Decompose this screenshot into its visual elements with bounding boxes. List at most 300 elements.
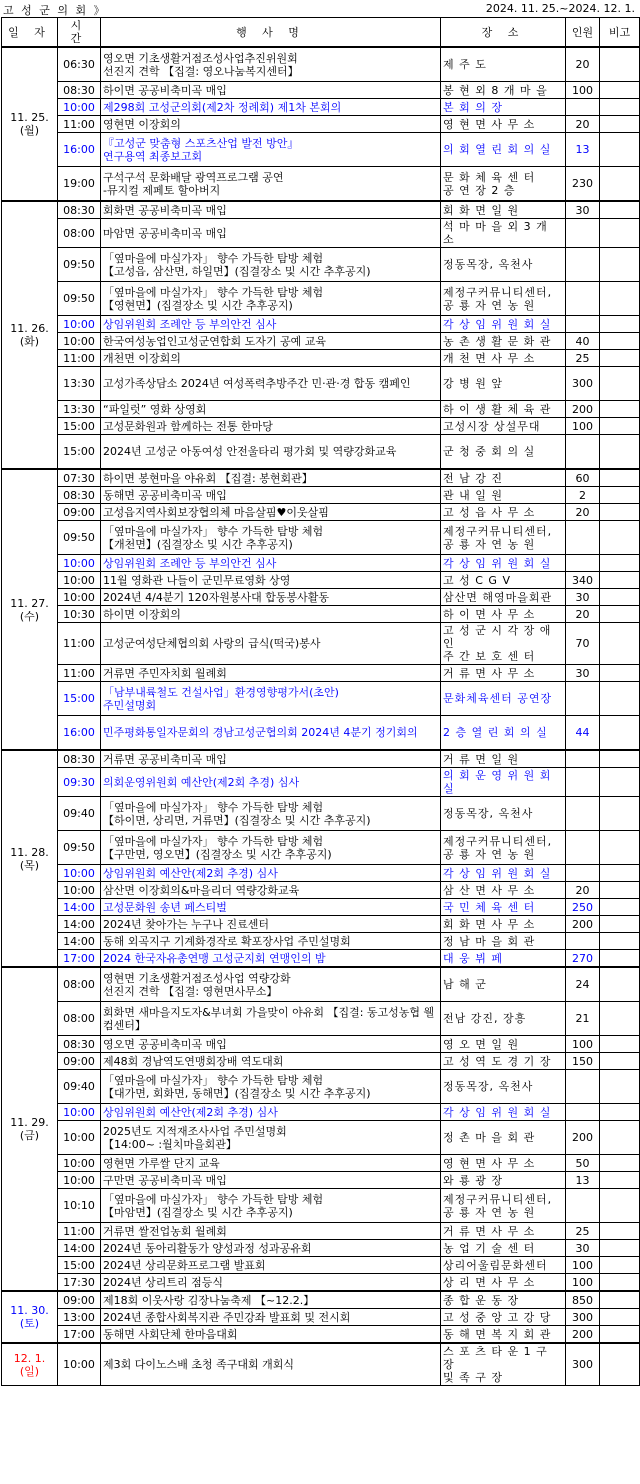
event-cell: 상임위원회 조례안 등 부의안건 심사 [101,316,441,333]
table-row [2,99,640,116]
day-group [2,967,640,1291]
time-cell: 16:00 [58,716,101,751]
table-row [2,1036,640,1053]
count-cell: 100 [566,1274,600,1292]
event-cell: 민주평화통일자문회의 경남고성군협의회 2024년 4분기 정기회의 [101,716,441,751]
event-cell: 구만면 공공비축미곡 매입 [101,1172,441,1189]
place-cell: 각 상 임 위 원 회 실 [441,555,566,572]
count-cell: 25 [566,1223,600,1240]
place-cell: 문화체육센터 공연장 [441,682,566,716]
place-cell: 고 성 C G V [441,572,566,589]
table-row [2,1274,640,1292]
event-cell: 영현면 기초생활거점조성사업 역량강화 선진지 견학 【집결: 영현면사무소】 [101,967,441,1002]
note-cell [600,933,640,950]
time-cell: 14:00 [58,1240,101,1257]
event-cell: 「옆마을에 마실가자」 향수 가득한 탐방 체험 【하이면, 상리면, 거류면】(집결장소 및 시간 추후공지) [101,797,441,831]
table-row [2,882,640,899]
event-cell: 「옆마을에 마실가자」 향수 가득한 탐방 체험 【영현면】(집결장소 및 시간 추후공지) [101,282,441,316]
time-cell: 08:30 [58,750,101,768]
table-row [2,1053,640,1070]
place-cell: 관 내 일 원 [441,487,566,504]
count-cell [566,768,600,797]
place-cell: 회 화 면 일 원 [441,201,566,219]
event-cell: 영오면 기초생활거점조성사업추진위원회 선진지 견학 【집결: 영오나눔복지센터】 [101,47,441,82]
table-row [2,1002,640,1036]
time-cell: 11:00 [58,116,101,133]
count-cell: 21 [566,1002,600,1036]
place-cell: 농 촌 생 활 문 화 관 [441,333,566,350]
place-cell: 군 청 중 회 의 실 [441,435,566,470]
place-cell: 거 류 면 일 원 [441,750,566,768]
place-cell: 문 화 체 육 센 터 공 연 장 2 층 [441,167,566,202]
col-place: 장 소 [441,18,566,48]
event-cell: 거류면 주민자치회 월례회 [101,665,441,682]
time-cell: 11:00 [58,350,101,367]
count-cell: 24 [566,967,600,1002]
date-cell: 11. 29. (금) [2,967,58,1291]
place-cell: 제 주 도 [441,47,566,82]
count-cell: 30 [566,1240,600,1257]
event-cell: 영오면 공공비축미곡 매입 [101,1036,441,1053]
place-cell: 제정구커뮤니티센터, 공 룡 자 연 농 원 [441,282,566,316]
date-cell: 11. 26. (화) [2,201,58,469]
table-row [2,916,640,933]
table-row [2,682,640,716]
place-cell: 상 리 면 사 무 소 [441,1274,566,1292]
count-cell: 44 [566,716,600,751]
time-cell: 14:00 [58,916,101,933]
place-cell: 회 화 면 사 무 소 [441,916,566,933]
count-cell [566,435,600,470]
note-cell [600,1309,640,1326]
time-cell: 13:30 [58,367,101,401]
count-cell: 60 [566,469,600,487]
table-row [2,469,640,487]
event-cell: 「옆마을에 마실가자」 향수 가득한 탐방 체험 【구만면, 영오면】(집결장소 및 시간 추후공지) [101,831,441,865]
note-cell [600,1036,640,1053]
col-event: 행 사 명 [101,18,441,48]
note-cell [600,831,640,865]
table-row [2,316,640,333]
table-row [2,831,640,865]
count-cell: 230 [566,167,600,202]
place-cell: 고 성 읍 사 무 소 [441,504,566,521]
count-cell: 300 [566,1309,600,1326]
note-cell [600,967,640,1002]
count-cell: 270 [566,950,600,968]
count-cell [566,831,600,865]
event-cell: 2024년 찾아가는 누구나 진료센터 [101,916,441,933]
count-cell: 70 [566,623,600,665]
table-row [2,589,640,606]
place-cell: 각 상 임 위 원 회 실 [441,316,566,333]
table-row [2,47,640,82]
place-cell: 정동목장, 옥천사 [441,248,566,282]
time-cell: 06:30 [58,47,101,82]
place-cell: 고 성 군 시 각 장 애 인 주 간 보 호 센 터 [441,623,566,665]
place-cell: 고성시장 상설무대 [441,418,566,435]
event-cell: 2024년 상리문화프로그램 발표회 [101,1257,441,1274]
time-cell: 08:30 [58,487,101,504]
table-row [2,1104,640,1121]
time-cell: 15:00 [58,682,101,716]
place-cell: 의 회 운 영 위 원 회 실 [441,768,566,797]
event-cell: 거류면 공공비축미곡 매입 [101,750,441,768]
day-group [2,201,640,469]
event-cell: 상임위원회 조례안 등 부의안건 심사 [101,555,441,572]
note-cell [600,435,640,470]
day-group [2,47,640,201]
table-row [2,933,640,950]
count-cell [566,1189,600,1223]
time-cell: 09:00 [58,1053,101,1070]
count-cell: 50 [566,1155,600,1172]
place-cell: 영 오 면 일 원 [441,1036,566,1053]
note-cell [600,99,640,116]
count-cell: 300 [566,1343,600,1386]
note-cell [600,350,640,367]
time-cell: 14:00 [58,899,101,916]
time-cell: 10:00 [58,316,101,333]
event-cell: 의회운영위원회 예산안(제2회 추경) 심사 [101,768,441,797]
count-cell [566,248,600,282]
time-cell: 10:00 [58,865,101,882]
event-cell: 거류면 쌀전업농회 월례회 [101,1223,441,1240]
time-cell: 09:00 [58,1291,101,1309]
table-row [2,1070,640,1104]
place-cell: 거 류 면 사 무 소 [441,1223,566,1240]
note-cell [600,47,640,82]
event-cell: 삼산면 이장회의&마을리더 역량강화교육 [101,882,441,899]
count-cell: 20 [566,47,600,82]
col-time: 시 간 [58,18,101,48]
event-cell: 구석구석 문화배달 광역프로그램 공연 -뮤지컬 제페토 할아버지 [101,167,441,202]
count-cell [566,750,600,768]
place-cell: 농 업 기 술 센 터 [441,1240,566,1257]
table-row [2,623,640,665]
place-cell: 스 포 츠 타 운 1 구 장 및 족 구 장 [441,1343,566,1386]
table-row [2,555,640,572]
count-cell: 2 [566,487,600,504]
page-header [0,0,640,17]
place-cell: 제정구커뮤니티센터, 공 룡 자 연 농 원 [441,521,566,555]
time-cell: 10:10 [58,1189,101,1223]
time-cell: 14:00 [58,933,101,950]
table-row [2,1240,640,1257]
event-cell: 2025년도 지적재조사사업 주민설명회 【14:00~ :월치마을회관】 [101,1121,441,1155]
time-cell: 08:00 [58,967,101,1002]
event-cell: 하이면 이장회의 [101,606,441,623]
event-cell: 하이면 공공비축미곡 매입 [101,82,441,99]
event-cell: 「옆마을에 마실가자」 향수 가득한 탐방 체험 【고성읍, 삼산면, 하일면】(집결장소 및 시간 추후공지) [101,248,441,282]
count-cell [566,99,600,116]
table-row [2,1326,640,1344]
table-row [2,504,640,521]
event-cell: “파일럿” 영화 상영회 [101,401,441,418]
note-cell [600,521,640,555]
event-cell: 회화면 새마을지도자&부녀회 가을맞이 야유회 【집결: 동고성농협 웰컴센터】 [101,1002,441,1036]
table-row [2,865,640,882]
count-cell: 30 [566,201,600,219]
place-cell: 의 회 열 린 회 의 실 [441,133,566,167]
table-row [2,572,640,589]
event-cell: 영현면 이장회의 [101,116,441,133]
note-cell [600,316,640,333]
event-cell: 동해 외곡지구 기계화경작로 확포장사업 주민설명회 [101,933,441,950]
event-cell: 제298회 고성군의회(제2차 정례회) 제1차 본회의 [101,99,441,116]
place-cell: 전남 강진, 장흥 [441,1002,566,1036]
table-row [2,219,640,248]
time-cell: 16:00 [58,133,101,167]
place-cell: 2 층 열 린 회 의 실 [441,716,566,751]
date-cell: 11. 30. (토) [2,1291,58,1343]
table-row [2,1155,640,1172]
note-cell [600,1240,640,1257]
event-cell: 「남부내륙철도 건설사업」환경영향평가서(초안) 주민설명회 [101,682,441,716]
count-cell [566,316,600,333]
event-cell: 고성읍지역사회보장협의체 마음살핌♥이웃살핌 [101,504,441,521]
note-cell [600,1053,640,1070]
note-cell [600,469,640,487]
note-cell [600,282,640,316]
place-cell: 개 천 면 사 무 소 [441,350,566,367]
count-cell: 150 [566,1053,600,1070]
time-cell: 10:00 [58,1172,101,1189]
count-cell [566,219,600,248]
event-cell: 영현면 가루쌀 단지 교육 [101,1155,441,1172]
table-row [2,350,640,367]
note-cell [600,401,640,418]
note-cell [600,1189,640,1223]
table-row [2,167,640,202]
table-row [2,1121,640,1155]
time-cell: 10:00 [58,1343,101,1386]
time-cell: 08:00 [58,219,101,248]
place-cell: 영 현 면 사 무 소 [441,1155,566,1172]
event-cell: 회화면 공공비축미곡 매입 [101,201,441,219]
col-date: 일 자 [2,18,58,48]
time-cell: 09:50 [58,521,101,555]
note-cell [600,1121,640,1155]
table-row [2,282,640,316]
event-cell: 2024년 고성군 아동여성 안전울타리 평가회 및 역량강화교육 [101,435,441,470]
event-cell: 「옆마을에 마실가자」 향수 가득한 탐방 체험 【마암면】(집결장소 및 시간 추후공지) [101,1189,441,1223]
time-cell: 10:00 [58,572,101,589]
note-cell [600,882,640,899]
time-cell: 10:30 [58,606,101,623]
event-cell: 고성가족상담소 2024년 여성폭력추방주간 민·관·경 합동 캠페인 [101,367,441,401]
event-cell: 고성문화원 송년 페스티벌 [101,899,441,916]
count-cell: 20 [566,116,600,133]
event-cell: 한국여성농업인고성군연합회 도자기 공예 교육 [101,333,441,350]
place-cell: 봉 현 외 8 개 마 을 [441,82,566,99]
count-cell: 30 [566,665,600,682]
time-cell: 09:40 [58,797,101,831]
note-cell [600,682,640,716]
place-cell: 고 성 중 앙 고 강 당 [441,1309,566,1326]
count-cell: 100 [566,82,600,99]
place-cell: 제정구커뮤니티센터, 공 룡 자 연 농 원 [441,1189,566,1223]
time-cell: 08:30 [58,82,101,99]
time-cell: 19:00 [58,167,101,202]
count-cell: 100 [566,1036,600,1053]
place-cell: 영 현 면 사 무 소 [441,116,566,133]
event-cell: 2024년 4/4분기 120자원봉사대 합동봉사활동 [101,589,441,606]
time-cell: 10:00 [58,589,101,606]
date-range: 2024. 11. 25.~2024. 12. 1. [485,2,635,15]
time-cell: 10:00 [58,333,101,350]
time-cell: 17:00 [58,1326,101,1344]
event-cell: 제3회 다이노스배 초청 족구대회 개회식 [101,1343,441,1386]
count-cell: 200 [566,916,600,933]
table-row [2,716,640,751]
table-row [2,1291,640,1309]
note-cell [600,1172,640,1189]
note-cell [600,899,640,916]
note-cell [600,750,640,768]
place-cell: 상리어울림문화센터 [441,1257,566,1274]
time-cell: 17:30 [58,1274,101,1292]
place-cell: 삼산면 해영마을회관 [441,589,566,606]
event-cell: 2024년 상리트리 점등식 [101,1274,441,1292]
document-title: 고 성 군 의 회 》 [3,4,107,17]
place-cell: 종 합 운 동 장 [441,1291,566,1309]
note-cell [600,916,640,933]
time-cell: 10:00 [58,555,101,572]
event-cell: 『고성군 맞춤형 스포츠산업 발전 방안』 연구용역 최종보고회 [101,133,441,167]
event-cell: 제48회 경남역도연맹회장배 역도대회 [101,1053,441,1070]
place-cell: 동 해 면 복 지 회 관 [441,1326,566,1344]
event-cell: 동해면 사회단체 한마음대회 [101,1326,441,1344]
note-cell [600,950,640,968]
count-cell [566,1070,600,1104]
time-cell: 08:30 [58,201,101,219]
note-cell [600,133,640,167]
table-row [2,1223,640,1240]
place-cell: 제정구커뮤니티센터, 공 룡 자 연 농 원 [441,831,566,865]
event-cell: 「옆마을에 마실가자」 향수 가득한 탐방 체험 【대가면, 회화면, 동해면】(집결장소 및 시간 추후공지) [101,1070,441,1104]
note-cell [600,504,640,521]
time-cell: 11:00 [58,1223,101,1240]
count-cell [566,1104,600,1121]
place-cell: 각 상 임 위 원 회 실 [441,865,566,882]
count-cell: 300 [566,367,600,401]
note-cell [600,1291,640,1309]
place-cell: 정 남 마 을 회 관 [441,933,566,950]
place-cell: 하 이 생 활 체 육 관 [441,401,566,418]
event-cell: 하이면 봉현마을 야유회 【집결: 봉현회관】 [101,469,441,487]
count-cell: 850 [566,1291,600,1309]
count-cell: 200 [566,1121,600,1155]
count-cell: 250 [566,899,600,916]
time-cell: 09:30 [58,768,101,797]
table-header-row [2,18,640,48]
event-cell: 상임위원회 예산안(제2회 추경) 심사 [101,1104,441,1121]
count-cell: 13 [566,133,600,167]
note-cell [600,1223,640,1240]
time-cell: 10:00 [58,1104,101,1121]
place-cell: 본 회 의 장 [441,99,566,116]
place-cell: 삼 산 면 사 무 소 [441,882,566,899]
note-cell [600,1274,640,1292]
event-cell: 개천면 이장회의 [101,350,441,367]
time-cell: 15:00 [58,418,101,435]
note-cell [600,1155,640,1172]
table-row [2,899,640,916]
time-cell: 07:30 [58,469,101,487]
note-cell [600,1326,640,1344]
place-cell: 국 민 체 육 센 터 [441,899,566,916]
time-cell: 09:00 [58,504,101,521]
note-cell [600,665,640,682]
count-cell: 200 [566,1326,600,1344]
place-cell: 대 웅 뷔 페 [441,950,566,968]
note-cell [600,606,640,623]
note-cell [600,572,640,589]
place-cell: 정 촌 마 을 회 관 [441,1121,566,1155]
note-cell [600,589,640,606]
note-cell [600,219,640,248]
note-cell [600,716,640,751]
table-row [2,418,640,435]
count-cell [566,282,600,316]
table-row [2,401,640,418]
event-cell: 2024 한국자유총연맹 고성군지회 연맹인의 밤 [101,950,441,968]
place-cell: 석 마 마 을 외 3 개 소 [441,219,566,248]
table-row [2,797,640,831]
place-cell: 강 병 원 앞 [441,367,566,401]
count-cell: 13 [566,1172,600,1189]
time-cell: 08:00 [58,1002,101,1036]
time-cell: 09:50 [58,831,101,865]
note-cell [600,623,640,665]
note-cell [600,865,640,882]
count-cell: 20 [566,882,600,899]
time-cell: 10:00 [58,1155,101,1172]
time-cell: 10:00 [58,1121,101,1155]
note-cell [600,201,640,219]
count-cell: 100 [566,418,600,435]
note-cell [600,418,640,435]
date-cell: 11. 27. (수) [2,469,58,750]
col-note: 비고 [600,18,640,48]
count-cell: 25 [566,350,600,367]
count-cell [566,521,600,555]
note-cell [600,1257,640,1274]
note-cell [600,1104,640,1121]
note-cell [600,555,640,572]
note-cell [600,768,640,797]
table-row [2,333,640,350]
table-row [2,1172,640,1189]
place-cell: 남 해 군 [441,967,566,1002]
table-row [2,1257,640,1274]
time-cell: 15:00 [58,1257,101,1274]
count-cell: 200 [566,401,600,418]
table-row [2,367,640,401]
time-cell: 15:00 [58,435,101,470]
time-cell: 11:00 [58,623,101,665]
time-cell: 13:30 [58,401,101,418]
event-cell: 상임위원회 예산안(제2회 추경) 심사 [101,865,441,882]
place-cell: 와 룡 광 장 [441,1172,566,1189]
place-cell: 고 성 역 도 경 기 장 [441,1053,566,1070]
table-row [2,435,640,470]
count-cell: 340 [566,572,600,589]
note-cell [600,167,640,202]
table-row [2,967,640,1002]
place-cell: 하 이 면 사 무 소 [441,606,566,623]
